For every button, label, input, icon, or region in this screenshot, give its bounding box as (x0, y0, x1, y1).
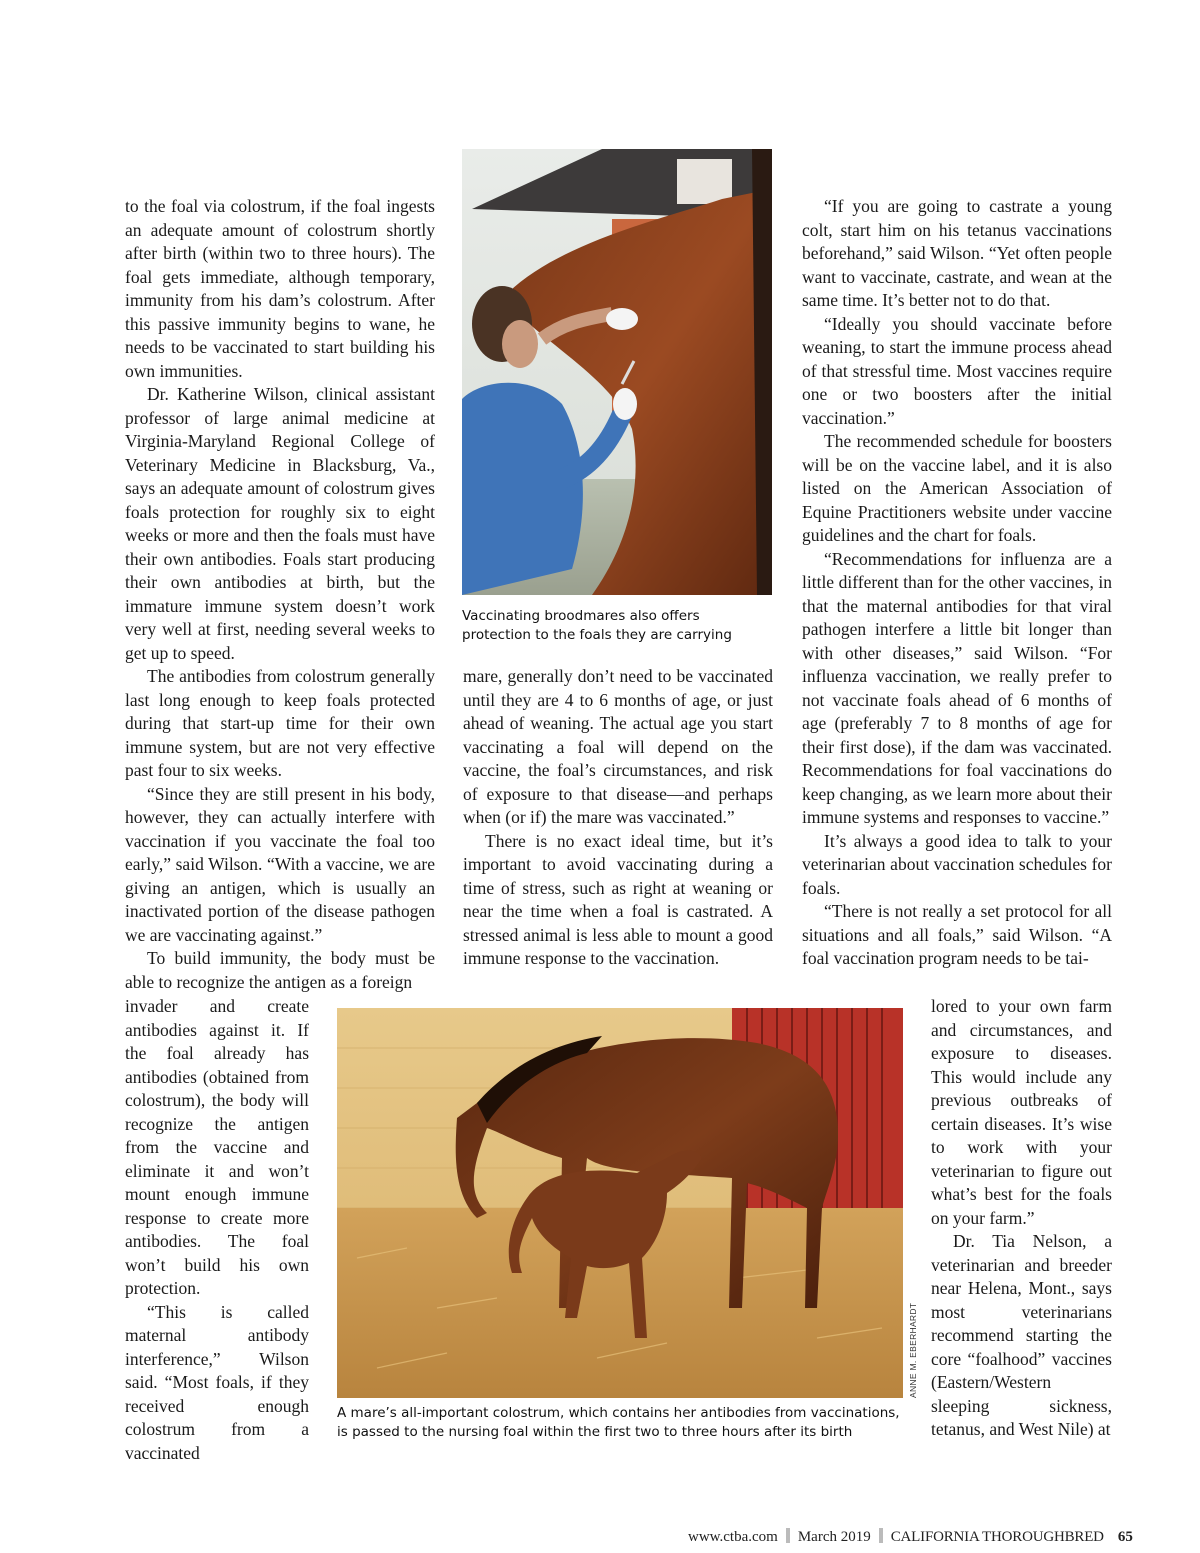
article-column-3-continued (931, 995, 1112, 1442)
page-footer (688, 1528, 1148, 1546)
paragraph: invader and create antibodies against it. If the foal already has antibodies (obtained from colostrum), the body will recognize the antigen from the vaccine and eliminate it and won’t mount enough immune response to create more antibodies. The foal won’t build his own protection. (125, 996, 309, 1298)
paragraph: “Ideally you should vaccinate before weaning, to start the immune process ahead of that stressful time. Most vaccines require one or two boosters after the initial vaccination.” (802, 313, 1112, 428)
mare-foal-photo (337, 1008, 903, 1398)
magazine-name: CALIFORNIA THOROUGHBRED (890, 1529, 1104, 1545)
page-number: 65 (1117, 1529, 1133, 1545)
photo-credit: ANNE M. EBERHARDT (908, 1302, 918, 1398)
divider (786, 1528, 790, 1543)
website-url: www.ctba.com (688, 1529, 778, 1545)
photo-caption: A mare’s all-important colostrum, which contains her antibodies from vaccinations, is passed to the nursing foal within the first two to three hours after its birth (337, 1405, 900, 1440)
article-column-2 (463, 665, 773, 971)
paragraph: Dr. Katherine Wilson, clinical assistant professor of large animal medicine at Virginia-Maryland Regional College of Veterinary Medicine in Blacksburg, Va., says an adequate amount of colostrum gives foals protection for roughly six to eight weeks or more and then the foals must have their own antibodies. Foals start producing their own antibodies at birth, but the immature immune system doesn’t work very well at first, needing several weeks to get up to speed. (125, 384, 435, 663)
paragraph: It’s always a good idea to talk to your veterinarian about vaccination schedules for foals. (802, 830, 1112, 898)
paragraph: to the foal via colostrum, if the foal ingests an adequate amount of colostrum shortly after birth (within two to three hours). The foal gets immediate, although temporary, immunity from his dam’s colostrum. After this passive immunity begins to wane, he needs to be vaccinated to start building his own immunities. (125, 196, 435, 381)
article-column-3 (802, 195, 1112, 971)
paragraph: “Since they are still present in his body, however, they can actually interfere with vaccination if you vaccinate the foal too early,” said Wilson. “With a vaccine, we are giving an antigen, which is usually an inactivated portion of the disease pathogen we are vaccinating against.” (125, 783, 435, 945)
issue-date: March 2019 (797, 1529, 871, 1545)
paragraph: To build immunity, the body must be able to recognize the antigen as a foreign (125, 948, 435, 992)
paragraph: “If you are going to castrate a young colt, start him on his tetanus vaccinations beforehand,” said Wilson. “Yet often people want to vaccinate, castrate, and wean at the same time. It’s better not to do that. (802, 196, 1112, 310)
paragraph: There is no exact ideal time, but it’s important to avoid vaccinating during a time of stress, such as right at weaning or near the time when a foal is castrated. A stressed animal is less able to mount a good immune response to the vaccination. (463, 830, 773, 968)
paragraph: “Recommendations for influenza are a little different than for the other vaccines, in that the maternal antibodies for that viral pathogen interfere a little bit longer than with other diseases,” said Wilson. “For influenza vaccination, we really prefer to not vaccinate foals ahead of 6 months of age (preferably 7 to 8 months of age for their first dose), if the dam was vaccinated. Recommendations for foal vaccinations do keep changing, as we learn more about their immune systems and responses to vaccine.” (802, 548, 1112, 827)
paragraph: “There is not really a set protocol for all situations and all foals,” said Wilson. “A foal vaccination program needs to be tai- (802, 901, 1112, 968)
article-column-1 (125, 195, 435, 994)
paragraph: “This is called maternal antibody interference,” Wilson said. “Most foals, if they received enough colostrum from a vaccinated (125, 1301, 309, 1463)
vaccination-photo (462, 149, 772, 595)
paragraph: lored to your own farm and circumstances, and exposure to diseases. This would include any previous outbreaks of certain diseases. It’s wise to work with your veterinarian to figure out what’s best for the foals on your farm.” (931, 996, 1112, 1228)
paragraph: mare, generally don’t need to be vaccinated until they are 4 to 6 months of age, or just ahead of weaning. The actual age you start vaccinating a foal will depend on the vaccine, the foal’s circumstances, and risk of exposure to that disease—and perhaps when (or if) the mare was vaccinated.” (463, 666, 773, 827)
article-column-1-continued (125, 995, 309, 1465)
divider (879, 1528, 883, 1543)
paragraph: The recommended schedule for boosters will be on the vaccine label, and it is also listed on the American Association of Equine Practitioners website under vaccine guidelines and the chart for foals. (802, 431, 1112, 545)
paragraph: Dr. Tia Nelson, a veterinarian and breeder near Helena, Mont., says most veterinarians recommend starting the core “foalhood” vaccines (Eastern/Western sleeping sickness, tetanus, and West Nile) at (931, 1231, 1112, 1439)
paragraph: The antibodies from colostrum generally last long enough to keep foals protected during that start-up time for their own immune system, but are not very effective past four to six weeks. (125, 666, 435, 780)
photo-caption: Vaccinating broodmares also offers protection to the foals they are carrying (462, 608, 732, 643)
